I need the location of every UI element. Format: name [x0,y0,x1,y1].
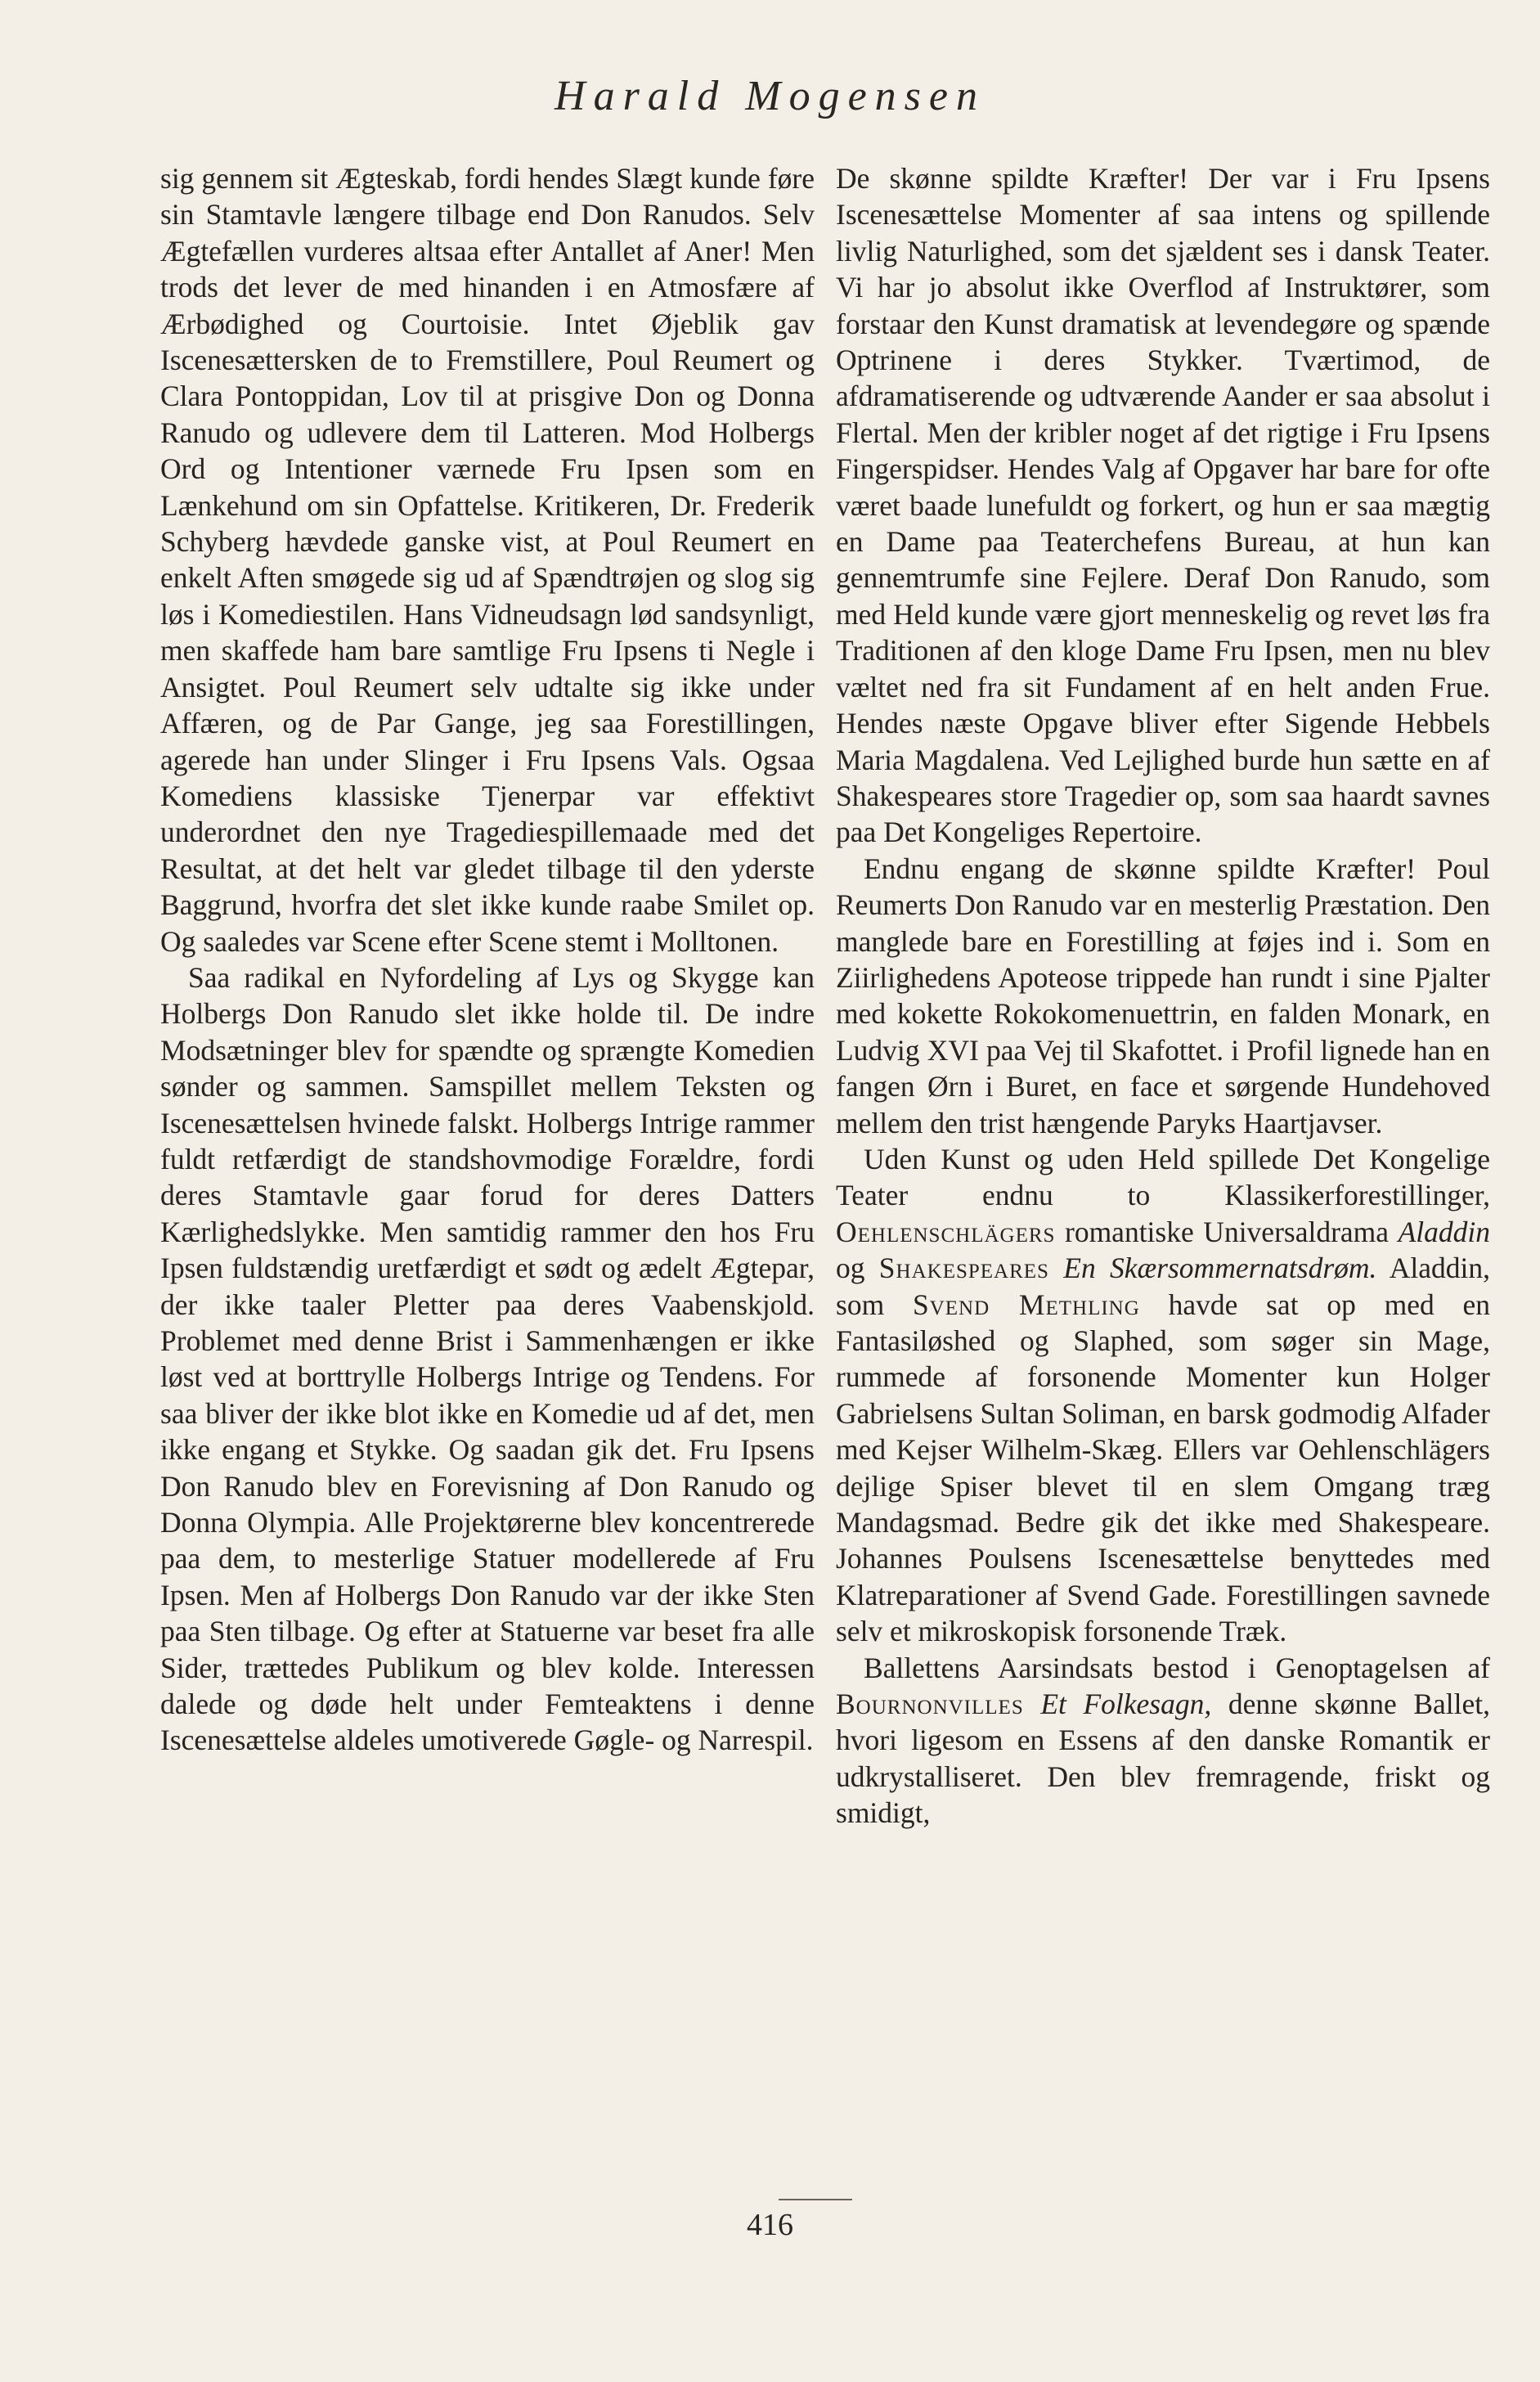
paragraph: Endnu engang de skønne spildte Kræfter! Poul Reumerts Don Ranudo var en mesterlig Præstation. Den manglede bare en Forestilling at føjes ind i. Som en Ziirlighedens Apoteose trippede han rundt i sine Pjalter med kokette Rokokomenuettrin, en falden Monark, en Ludvig XVI paa Vej til Skafottet. i Profil lignede han en fangen Ørn i Buret, en face et sørgende Hundehoved mellem den trist hængende Paryks Haartjavser. [836,852,1490,1139]
author-name: Bournonvilles [836,1688,1024,1721]
left-column [160,160,815,1759]
paragraph: sig gennem sit Ægteskab, fordi hendes Slægt kunde føre sin Stamtavle længere tilbage end Don Ranudos. Selv Ægtefællen vurderes altsaa efter Antallet af Aner! Men trods det lever de med hinanden i en Atmosfære af Ærbødighed og Courtoisie. Intet Øjeblik gav Iscenesættersken de to Fremstillere, Poul Reumert og Clara Pontoppidan, Lov til at prisgive Don og Donna Ranudo og udlevere dem til Latteren. Mod Holbergs Ord og Intentioner værnede Fru Ipsen som en Lænkehund om sin Opfattelse. Kritikeren, Dr. Frederik Schyberg hævdede ganske vist, at Poul Reumert en enkelt Aften smøgede sig ud af Spændtrøjen og slog sig løs i Komediestilen. Hans Vidneudsagn lød sandsynligt, men skaffede ham bare samtlige Fru Ipsens ti Negle i Ansigtet. Poul Reumert selv udtalte sig ikke under Affæren, og de Par Gange, jeg saa Forestillingen, agerede han under Slinger i Fru Ipsens Vals. Ogsaa Komediens klassiske Tjenerpar var effektivt underordnet den nye Tragediespillemaade med det Resultat, at det helt var gledet tilbage til den yderste Baggrund, hvorfra det slet ikke kunde raabe Smilet op. Og saaledes var Scene efter Scene stemt i Molltonen. [160,162,815,958]
text-run: Ballettens Aarsindsats bestod i Genoptagelsen af [864,1651,1490,1684]
work-title: En Skærsommernatsdrøm. [1063,1252,1377,1285]
page-number: 416 [747,2208,793,2242]
work-title: Et Folkesagn, [1040,1688,1212,1721]
text-run: havde sat op med en Fantasiløshed og Slaphed, som søger sin Mage, rummede af forsonende Momenter kun Holger Gabrielsens Sultan Soliman, en barsk godmodig Alfader med Kejser Wilhelm-Skæg. Ellers var Oehlenschlägers dejlige Spiser blevet til en slem Omgang træg Mandagsmad. Bedre gik det ikke med Shakespeare. Johannes Poulsens Iscenesættelse benyttedes med Klatreparationer af Svend Gade. Forestillingen savnede selv et mikroskopisk forsonende Træk. [836,1288,1491,1648]
text-run: romantiske Universaldrama [1065,1215,1390,1248]
text-run: denne skønne Ballet, hvori ligesom en Essens af den danske Romantik er udkrystalliseret. Den blev fremragende, friskt og smidigt, [836,1688,1490,1830]
paragraph [836,1650,1490,1831]
author-name: Shakespeares [878,1252,1049,1285]
running-header: Harald Mogensen [554,73,986,119]
work-title: Aladdin [1398,1215,1491,1248]
text-run: Uden Kunst og uden Held spillede Det Kongelige Teater endnu to Klassikerforestillinger, [836,1142,1490,1212]
person-name: Svend Methling [912,1288,1140,1321]
text-run: Aladdin, som [836,1252,1491,1321]
paragraph: De skønne spildte Kræfter! Der var i Fru Ipsens Iscenesættelse Momenter af saa intens og spillende livlig Naturlighed, som det sjældent ses i dansk Teater. Vi har jo absolut ikke Overflod af Instruktører, som forstaar den Kunst dramatisk at levendegøre og spænde Optrinene i deres Stykker. Tværtimod, de afdramatiserende og udtværende Aander er saa absolut i Flertal. Men der kribler noget af det rigtige i Fru Ipsens Fingerspidser. Hendes Valg af Opgaver har bare for ofte været baade lunefuldt og forkert, og hun er saa mægtig en Dame paa Teaterchefens Bureau, at hun kan gennemtrumfe sine Fejlere. Deraf Don Ranudo, som med Held kunde være gjort menneskelig og revet løs fra Traditionen af den kloge Dame Fru Ipsen, men nu blev væltet ned fra sit Fundament af en helt anden Frue. Hendes næste Opgave bliver efter Sigende Hebbels Maria Magdalena. Ved Lejlighed burde hun sætte en af Shakespeares store Tragedier op, som saa haardt savnes paa Det Kongeliges Repertoire. [836,162,1490,849]
text-run: og [836,1252,865,1285]
author-name: Oehlenschlägers [836,1215,1056,1248]
paragraph: Saa radikal en Nyfordeling af Lys og Skygge kan Holbergs Don Ranudo slet ikke holde til. De indre Modsætninger blev for spændte og sprængte Komedien sønder og sammen. Samspillet mellem Teksten og Iscenesættelsen hvinede falskt. Holbergs Intrige rammer fuldt retfærdigt de standshovmodige Forældre, fordi deres Stamtavle gaar forud for deres Datters Kærlighedslykke. Men samtidig rammer den hos Fru Ipsen fuldstændig uretfærdigt et sødt og ædelt Ægtepar, der ikke taaler Pletter paa deres Vaabenskjold. Problemet med denne Brist i Sammenhængen er ikke løst ved at borttrylle Holbergs Intrige og Tendens. For saa bliver der ikke blot ikke en Komedie ud af det, men ikke engang et Stykke. Og saadan gik det. Fru Ipsens Don Ranudo blev en Forevisning af Don Ranudo og Donna Olympia. Alle Projektørerne blev koncentrerede paa dem, to mesterlige Statuer modellerede af Fru Ipsen. Men af Holbergs Don Ranudo var der ikke Sten paa Sten tilbage. Og efter at Statuerne var beset fra alle Sider, trættedes Publikum og blev kolde. Interessen dalede og døde helt under Femteaktens i denne Iscenesættelse aldeles umotiverede Gøgle- og Narrespil. [160,960,815,1757]
page-number-rule [779,2199,852,2200]
paragraph [836,1141,1490,1650]
right-column [836,160,1490,1831]
